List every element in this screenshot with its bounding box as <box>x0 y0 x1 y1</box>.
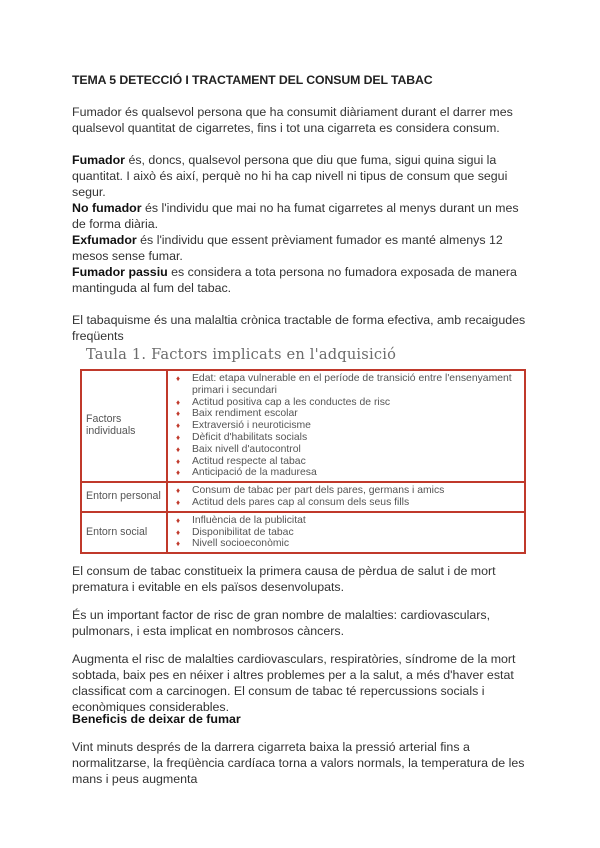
page-title: TEMA 5 DETECCIÓ I TRACTAMENT DEL CONSUM DEL TABAC <box>72 73 433 87</box>
paragraph-main-cause: El consum de tabac constitueix la primera causa de pèrdua de salut i de mort prematura i evitable en els països desenvolupats. <box>72 564 496 594</box>
definition-term: No fumador <box>72 201 142 215</box>
table-item: ♦ Disponibilitat de tabac <box>172 527 520 539</box>
table-items-cell <box>167 512 525 553</box>
definition-term: Fumador passiu <box>72 265 168 279</box>
table-title: Taula 1. Factors implicats en l'adquisició <box>86 346 397 363</box>
table-item: ♦ Dèficit d'habilitats socials <box>172 432 520 444</box>
definition-exfumador <box>72 232 532 264</box>
paragraph-increased-risk: Augmenta el risc de malalties cardiovasculars, respiratòries, síndrome de la mort sobtada, baix pes en néixer i altres problemes per a la salut, a més d'haver estat classificat com a carcinogen. El consum de tabac té repercussions socials i econòmiques considerables. <box>72 652 516 714</box>
table-category: Entorn personal <box>81 482 167 512</box>
definition-text: és l'individu que mai no ha fumat cigarretes al menys durant un mes de forma diària. <box>72 201 519 231</box>
factors-table <box>80 369 526 554</box>
table-item: ♦ Baix rendiment escolar <box>172 408 520 420</box>
table-item: ♦ Consum de tabac per part dels pares, germans i amics <box>172 485 520 497</box>
definition-term: Exfumador <box>72 233 137 247</box>
table-row <box>81 370 525 482</box>
table-item: ♦ Baix nivell d'autocontrol <box>172 444 520 456</box>
table-item: ♦ Influència de la publicitat <box>172 515 520 527</box>
table-item: ♦ Actitud respecte al tabac <box>172 456 520 468</box>
definition-term: Fumador <box>72 153 126 167</box>
table-row <box>81 512 525 553</box>
table-category: Factors individuals <box>81 370 167 482</box>
table-items-cell <box>167 370 525 482</box>
paragraph-risk-factor: És un important factor de risc de gran nombre de malalties: cardiovasculars, pulmonars, i esta implicat en nombrosos càncers. <box>72 608 491 638</box>
definition-text: es considera a tota persona no fumadora exposada de manera mantinguda al fum del tabac. <box>72 265 517 295</box>
table-item: ♦ Anticipació de la maduresa <box>172 467 520 479</box>
benefits-heading: Beneficis de deixar de fumar <box>72 712 241 726</box>
definition-fumador-passiu <box>72 264 532 296</box>
intro-paragraph: Fumador és qualsevol persona que ha consumit diàriament durant el darrer mes qualsevol quantitat de cigarretes, fins i tot una cigarreta es considera consum. <box>72 105 513 135</box>
definition-text: és, doncs, qualsevol persona que diu que fuma, sigui quina sigui la quantitat. I això és així, perquè no hi ha cap nivell ni tipus de consum que segui segur. <box>72 153 508 199</box>
chronic-disease-paragraph: El tabaquisme és una malaltia crònica tractable de forma efectiva, amb recaigudes freqüents <box>72 313 526 343</box>
table-item: ♦ Nivell socioeconòmic <box>172 538 520 550</box>
definition-text: és l'individu que essent prèviament fumador es manté almenys 12 mesos sense fumar. <box>72 233 503 263</box>
definitions-list <box>72 152 532 296</box>
paragraph-benefits: Vint minuts després de la darrera cigarreta baixa la pressió arterial fins a normalitzarse, la freqüència cardíaca torna a valors normals, la temperatura de les mans i peus augmenta <box>72 740 525 786</box>
table-item: ♦ Extraversió i neuroticisme <box>172 420 520 432</box>
table-item: ♦ Actitud positiva cap a les conductes de risc <box>172 397 520 409</box>
table-item: ♦ Edat: etapa vulnerable en el període de transició entre l'ensenyament primari i secundari <box>172 373 520 397</box>
table-items-cell <box>167 482 525 512</box>
table-category: Entorn social <box>81 512 167 553</box>
definition-fumador <box>72 152 532 200</box>
definition-no-fumador <box>72 200 532 232</box>
table-item: ♦ Actitud dels pares cap al consum dels seus fills <box>172 497 520 509</box>
table-row <box>81 482 525 512</box>
